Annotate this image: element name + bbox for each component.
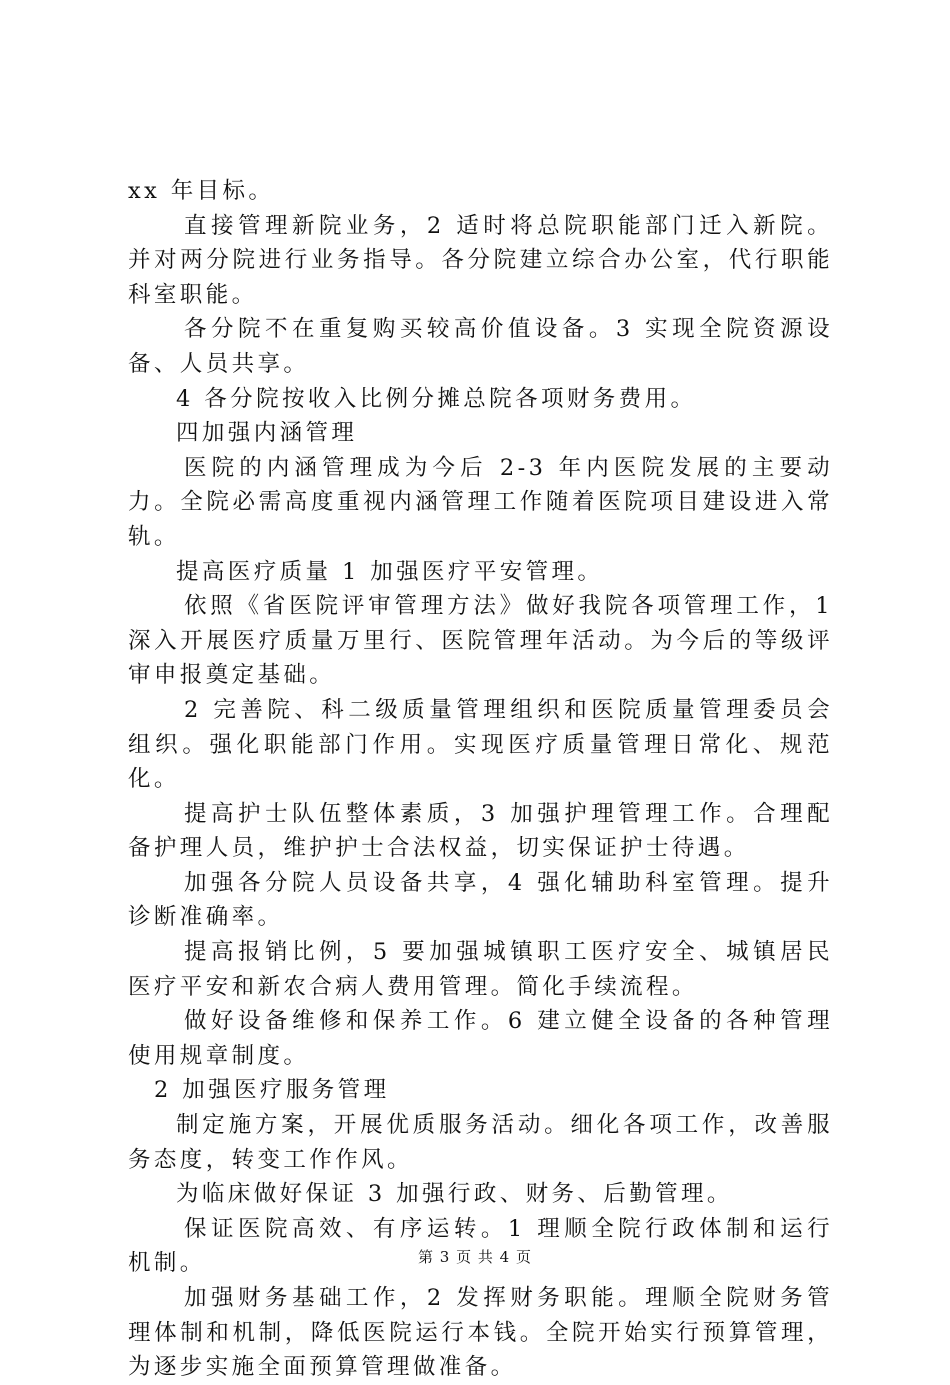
paragraph-11: 加强各分院人员设备共享，4 强化辅助科室管理。提升诊断准确率。 <box>128 869 833 931</box>
paragraph-6: 医院的内涵管理成为今后 2-3 年内医院发展的主要动力。全院必需高度重视内涵管理工作随着医院项目建设进入常轨。 <box>128 454 833 550</box>
paragraph-18: 加强财务基础工作，2 发挥财务职能。理顺全院财务管理体制和机制，降低医院运行本钱。全院开始实行预算管理，为逐步实施全面预算管理做准备。 <box>128 1285 833 1381</box>
paragraph-17: 保证医院高效、有序运转。1 理顺全院行政体制和运行机制。 <box>128 1215 833 1277</box>
paragraph-2: 直接管理新院业务，2 适时将总院职能部门迁入新院。并对两分院进行业务指导。各分院建立综合办公室，代行职能科室职能。 <box>128 212 833 308</box>
section-heading-inner-management: 四加强内涵管理 <box>176 420 358 447</box>
paragraph-9: 2 完善院、科二级质量管理组织和医院质量管理委员会组织。强化职能部门作用。实现医疗质量管理日常化、规范化。 <box>128 696 833 793</box>
section-heading-service-management: 2 加强医疗服务管理 <box>154 1077 390 1104</box>
paragraph-1: xx 年目标。 <box>128 178 275 204</box>
paragraph-13: 做好设备维修和保养工作。6 建立健全设备的各种管理使用规章制度。 <box>128 1008 833 1069</box>
page-number-footer: 第 3 页 共 4 页 <box>418 1248 532 1266</box>
paragraph-16: 为临床做好保证 3 加强行政、财务、后勤管理。 <box>176 1181 733 1208</box>
paragraph-10: 提高护士队伍整体素质，3 加强护理管理工作。合理配备护理人员，维护护士合法权益，切实保证护士待遇。 <box>128 800 833 862</box>
paragraph-8: 依照《省医院评审管理方法》做好我院各项管理工作，1 深入开展医疗质量万里行、医院管理年活动。为今后的等级评审申报奠定基础。 <box>128 593 833 689</box>
paragraph-12: 提高报销比例，5 要加强城镇职工医疗安全、城镇居民医疗平安和新农合病人费用管理。简化手续流程。 <box>128 939 833 1000</box>
paragraph-4: 4 各分院按收入比例分摊总院各项财务费用。 <box>176 385 697 412</box>
paragraph-3: 各分院不在重复购买较高价值设备。3 实现全院资源设备、人员共享。 <box>128 316 833 377</box>
paragraph-15: 制定施方案，开展优质服务活动。细化各项工作，改善服务态度，转变工作作风。 <box>128 1112 833 1173</box>
paragraph-7: 提高医疗质量 1 加强医疗平安管理。 <box>176 558 604 585</box>
document-body <box>128 174 833 1385</box>
